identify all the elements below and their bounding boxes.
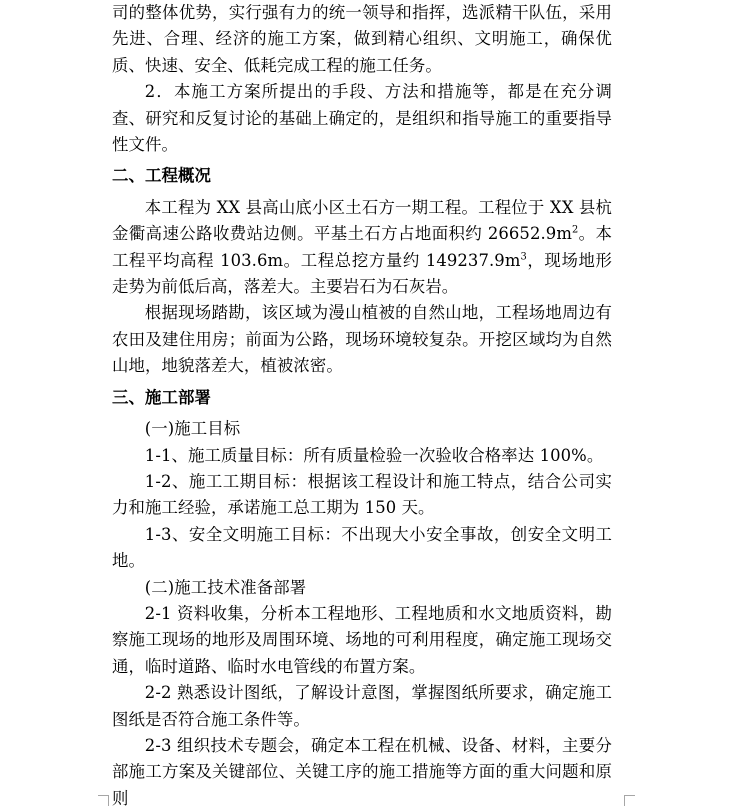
prep-technical-meeting: 2-3 组织技术专题会，确定本工程在机械、设备、材料，主要分部施工方案及关键部位、关键工序的施工措施等方面的重大问题和原则 [112,735,612,808]
superscript: 3 [520,251,527,263]
prep-drawings: 2-2 熟悉设计图纸，了解设计意图，掌握图纸所要求，确定施工图纸是否符合施工条件等。 [112,683,612,729]
goal-schedule: 1-2、施工工期目标：根据该工程设计和施工特点，结合公司实力和施工经验，承诺施工总工期为 150 天。 [112,471,612,518]
superscript: 2 [571,224,579,236]
paragraph-continued: 司的整体优势，实行强有力的统一领导和指挥，选派精干队伍，采用先进、合理、经济的施工方案，做到精心组织、文明施工，确保优质、快速、安全、低耗完成工程的施工任务。 [112,3,612,75]
paragraph-project-description [112,195,612,301]
subheading-technical-preparation: (二)施工技术准备部署 [144,577,307,597]
paragraph-point-2: 2．本施工方案所提出的手段、方法和措施等，都是在充分调查、研究和反复讨论的基础上确定的，是组织和指导施工的重要指导性文件。 [112,82,612,155]
text-run: 。本工程平均高程 103.6m。工程总挖方量约 149237.9m [112,224,612,270]
page-corner-mark-right [624,795,635,806]
prep-data-collection: 2-1 资料收集，分析本工程地形、工程地质和水文地质资料，勘察施工现场的地形及周围环境、场地的可利用程度，确定施工现场交通，临时道路、临时水电管线的布置方案。 [112,603,612,676]
text-run: 本工程为 XX 县高山底小区土石方一期工程。工程位于 XX 县杭金衢高速公路收费站边侧。平基土石方占地面积约 26652.9m [112,197,612,244]
section-heading-construction-deployment: 三、施工部署 [112,387,211,407]
text-run: ，现场地形走势为前低后高，落差大。主要岩石为石灰岩。 [112,250,613,297]
goal-safety: 1-3、安全文明施工目标：不出现大小安全事故，创安全文明工地。 [112,524,612,571]
document-body [112,0,612,812]
page-corner-mark-left [98,795,109,806]
subheading-construction-goals: (一)施工目标 [144,419,241,439]
section-heading-project-overview: 二、工程概况 [112,166,211,186]
paragraph-site-survey: 根据现场踏勘，该区域为漫山植被的自然山地，工程场地周边有农田及建住用房；前面为公路，现场环境较复杂。开挖区域均为自然山地，地貌落差大，植被浓密。 [112,303,612,376]
goal-quality: 1-1、施工质量目标：所有质量检验一次验收合格率达 100%。 [144,445,604,465]
